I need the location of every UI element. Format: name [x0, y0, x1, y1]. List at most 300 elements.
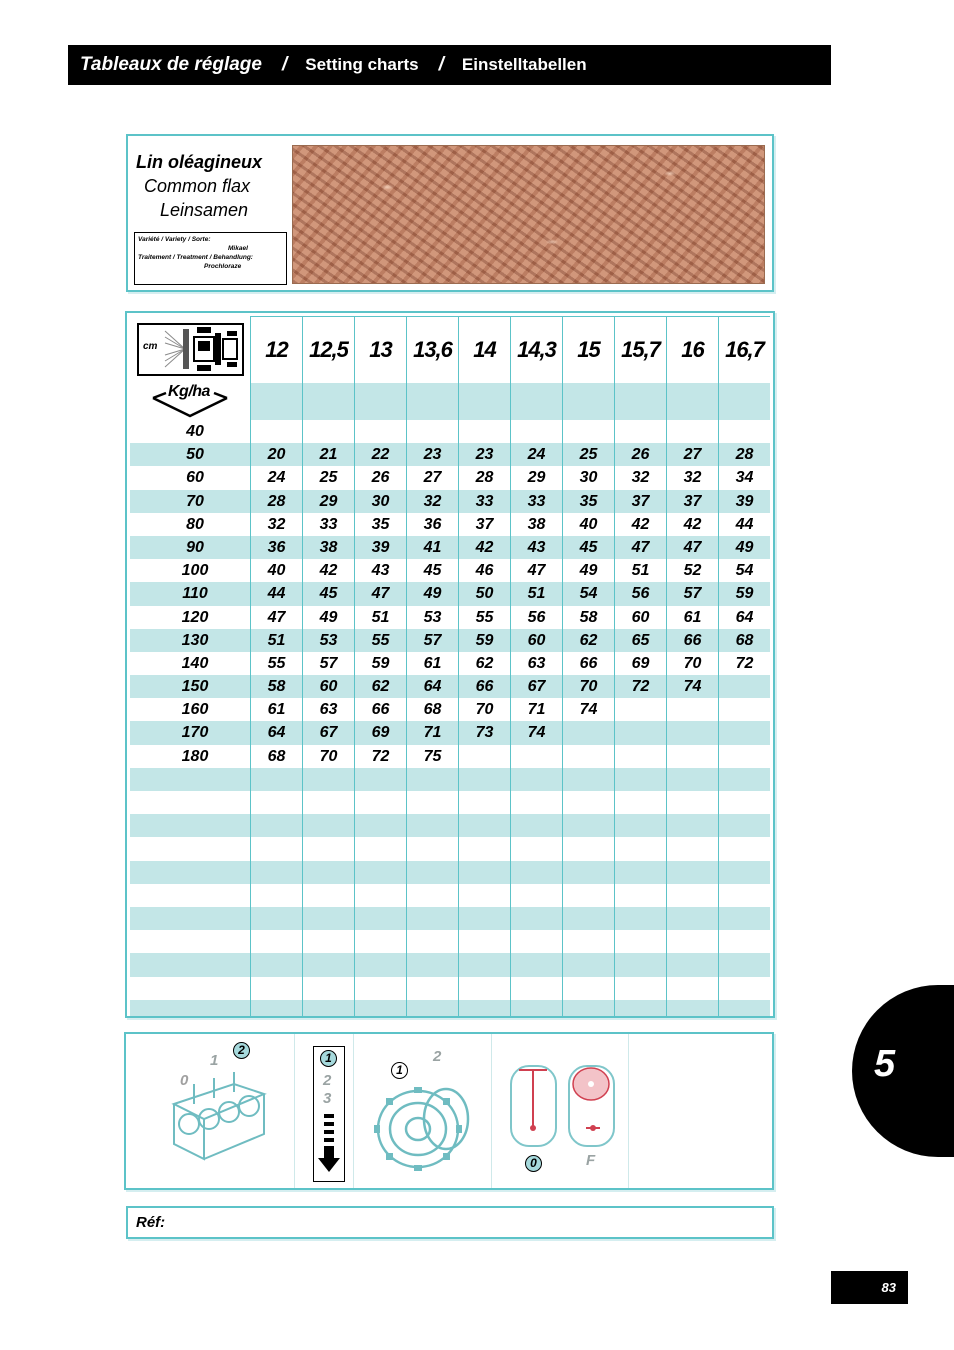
table-cell: 23 — [458, 443, 510, 466]
table-cell — [302, 814, 354, 837]
table-cell — [666, 383, 718, 420]
table-row — [130, 698, 770, 721]
table-cell — [250, 791, 302, 814]
table-cell — [666, 420, 718, 443]
kgha-value: 160 — [181, 701, 209, 719]
table-cell — [354, 768, 406, 791]
table-cell: 64 — [406, 675, 458, 698]
table-cell — [614, 837, 666, 860]
table-cell: 68 — [718, 629, 770, 652]
table-row — [130, 837, 770, 860]
table-cell — [302, 768, 354, 791]
table-cell: 61 — [250, 698, 302, 721]
table-cell — [302, 861, 354, 884]
table-cell: 70 — [562, 675, 614, 698]
table-row — [130, 536, 770, 559]
table-cell — [510, 768, 562, 791]
table-cell — [406, 837, 458, 860]
kgha-value: 170 — [181, 724, 209, 742]
table-cell: 24 — [250, 466, 302, 489]
table-cell — [250, 953, 302, 976]
table-cell — [458, 861, 510, 884]
table-cell: 57 — [302, 652, 354, 675]
table-cell — [302, 791, 354, 814]
table-cell — [458, 884, 510, 907]
table-cell: 22 — [354, 443, 406, 466]
table-cell — [250, 907, 302, 930]
table-cell — [458, 837, 510, 860]
table-cell: 45 — [562, 536, 614, 559]
table-cell — [614, 953, 666, 976]
table-row — [130, 721, 770, 744]
table-cell — [666, 791, 718, 814]
table-cell — [666, 907, 718, 930]
kgha-value — [130, 1000, 250, 1018]
table-cell — [510, 930, 562, 953]
table-cell: 32 — [250, 513, 302, 536]
table-cell: 67 — [510, 675, 562, 698]
table-cell: 33 — [302, 513, 354, 536]
table-cell: 60 — [302, 675, 354, 698]
kgha-value: 50 — [186, 446, 204, 464]
speed-column-header: 13 — [354, 316, 406, 383]
flap-icon — [501, 1056, 621, 1166]
table-cell: 34 — [718, 466, 770, 489]
table-cell: 55 — [458, 606, 510, 629]
table-cell: 62 — [354, 675, 406, 698]
table-row — [130, 559, 770, 582]
table-cell — [250, 768, 302, 791]
speed-column-header: 16 — [666, 316, 718, 383]
table-cell — [666, 977, 718, 1000]
table-cell — [250, 837, 302, 860]
table-cell — [510, 837, 562, 860]
crop-name-en: Common flax — [144, 176, 251, 196]
table-cell: 55 — [250, 652, 302, 675]
kgha-value — [130, 930, 250, 953]
kgha-value: 60 — [186, 469, 204, 487]
variety-value: Mikael — [228, 245, 248, 252]
table-cell: 45 — [302, 582, 354, 605]
table-cell — [354, 977, 406, 1000]
table-cell — [666, 814, 718, 837]
table-cell: 55 — [354, 629, 406, 652]
table-cell: 59 — [718, 582, 770, 605]
table-cell — [510, 814, 562, 837]
table-cell — [354, 420, 406, 443]
table-cell: 23 — [406, 443, 458, 466]
table-cell — [354, 953, 406, 976]
kgha-value: 100 — [181, 562, 209, 580]
kgha-value: 120 — [181, 608, 209, 626]
table-cell — [718, 930, 770, 953]
table-cell: 47 — [510, 559, 562, 582]
table-cell — [666, 953, 718, 976]
table-cell: 56 — [614, 582, 666, 605]
table-cell: 25 — [562, 443, 614, 466]
table-cell — [354, 884, 406, 907]
table-cell: 70 — [458, 698, 510, 721]
table-cell — [302, 383, 354, 420]
wheel-label-2: 2 — [433, 1048, 442, 1065]
table-cell: 42 — [302, 559, 354, 582]
table-cell — [250, 420, 302, 443]
table-cell: 54 — [718, 559, 770, 582]
wheel-label-1: 1 — [391, 1062, 408, 1079]
table-cell — [458, 791, 510, 814]
table-cell — [718, 884, 770, 907]
table-cell: 42 — [666, 513, 718, 536]
kgha-value — [130, 837, 250, 860]
table-cell: 70 — [666, 652, 718, 675]
table-cell: 61 — [406, 652, 458, 675]
table-cell: 28 — [718, 443, 770, 466]
table-cell — [510, 383, 562, 420]
kgha-value — [130, 814, 250, 837]
table-cell — [458, 977, 510, 1000]
table-cell — [250, 814, 302, 837]
table-row — [130, 443, 770, 466]
table-cell: 71 — [510, 698, 562, 721]
table-row — [130, 675, 770, 698]
table-cell: 63 — [510, 652, 562, 675]
table-row — [130, 907, 770, 930]
table-cell: 72 — [718, 652, 770, 675]
table-cell — [406, 953, 458, 976]
table-cell: 40 — [562, 513, 614, 536]
speed-column-header: 15,7 — [614, 316, 666, 383]
table-row — [130, 791, 770, 814]
table-cell — [458, 953, 510, 976]
kgha-value: 140 — [181, 654, 209, 672]
title-de: Einstelltabellen — [461, 55, 587, 74]
table-cell: 62 — [562, 629, 614, 652]
table-cell — [562, 768, 614, 791]
table-cell — [406, 383, 458, 420]
kgha-value: 70 — [186, 492, 204, 510]
table-cell — [406, 420, 458, 443]
settings-table — [125, 311, 775, 1018]
kgha-value — [130, 977, 250, 1000]
table-cell — [718, 721, 770, 744]
table-cell — [718, 977, 770, 1000]
table-cell: 74 — [666, 675, 718, 698]
table-cell — [614, 383, 666, 420]
table-cell: 43 — [354, 559, 406, 582]
table-cell — [406, 1000, 458, 1018]
table-cell: 51 — [510, 582, 562, 605]
table-cell — [406, 930, 458, 953]
table-cell — [718, 953, 770, 976]
kgha-cell — [130, 383, 250, 420]
table-cell — [458, 383, 510, 420]
table-cell — [718, 814, 770, 837]
distributor-label-2: 2 — [233, 1042, 250, 1059]
gearbox-label-3: 3 — [323, 1090, 332, 1107]
speed-unit-label: cm — [143, 341, 158, 352]
table-cell — [718, 383, 770, 420]
table-cell — [562, 930, 614, 953]
table-cell: 47 — [666, 536, 718, 559]
title-en: Setting charts — [305, 55, 419, 74]
table-cell — [302, 884, 354, 907]
table-cell: 69 — [354, 721, 406, 744]
table-cell — [562, 953, 614, 976]
table-cell: 27 — [406, 466, 458, 489]
table-cell: 58 — [562, 606, 614, 629]
table-cell — [614, 1000, 666, 1018]
header-bar — [68, 45, 831, 85]
table-cell — [614, 721, 666, 744]
table-cell: 37 — [458, 513, 510, 536]
treatment-value: Prochloraze — [204, 263, 242, 270]
table-cell — [614, 791, 666, 814]
speed-column-header: 14 — [458, 316, 510, 383]
kgha-value — [130, 907, 250, 930]
distributor-label-1: 1 — [210, 1052, 219, 1069]
page-number: 83 — [831, 1271, 908, 1304]
table-cell — [458, 907, 510, 930]
kgha-value — [130, 884, 250, 907]
table-cell: 57 — [666, 582, 718, 605]
table-cell: 66 — [562, 652, 614, 675]
table-cell: 47 — [250, 606, 302, 629]
table-cell — [718, 675, 770, 698]
speed-column-header: 16,7 — [718, 316, 770, 383]
treatment-label: Traitement / Treatment / Behandlung: — [138, 254, 253, 261]
table-row — [130, 884, 770, 907]
table-row — [130, 582, 770, 605]
table-cell — [406, 861, 458, 884]
table-cell: 66 — [458, 675, 510, 698]
table-cell: 72 — [614, 675, 666, 698]
table-cell — [510, 1000, 562, 1018]
table-cell: 38 — [302, 536, 354, 559]
table-cell: 68 — [250, 745, 302, 768]
kgha-value — [130, 861, 250, 884]
table-cell: 59 — [354, 652, 406, 675]
table-cell — [614, 884, 666, 907]
settings-icons-box — [124, 1032, 774, 1190]
table-cell — [718, 1000, 770, 1018]
table-cell — [250, 1000, 302, 1018]
section-number: 5 — [874, 1043, 896, 1085]
table-cell — [510, 745, 562, 768]
table-cell: 44 — [718, 513, 770, 536]
table-cell: 30 — [562, 466, 614, 489]
table-cell: 36 — [406, 513, 458, 536]
table-cell — [666, 884, 718, 907]
table-cell — [562, 814, 614, 837]
table-cell: 25 — [302, 466, 354, 489]
table-cell: 62 — [458, 652, 510, 675]
table-cell: 51 — [354, 606, 406, 629]
table-cell: 29 — [510, 466, 562, 489]
ref-box — [126, 1206, 774, 1239]
table-cell: 65 — [614, 629, 666, 652]
table-cell — [614, 930, 666, 953]
table-cell: 74 — [562, 698, 614, 721]
table-cell — [406, 791, 458, 814]
table-cell — [510, 861, 562, 884]
table-cell — [354, 907, 406, 930]
table-row — [130, 953, 770, 976]
table-cell — [354, 861, 406, 884]
variety-box — [134, 232, 287, 285]
table-cell — [302, 837, 354, 860]
table-cell — [354, 837, 406, 860]
table-cell: 68 — [406, 698, 458, 721]
table-cell — [666, 768, 718, 791]
table-cell — [510, 907, 562, 930]
table-cell — [250, 930, 302, 953]
table-cell: 20 — [250, 443, 302, 466]
table-cell: 28 — [250, 490, 302, 513]
table-cell — [510, 420, 562, 443]
table-cell: 64 — [250, 721, 302, 744]
table-cell: 59 — [458, 629, 510, 652]
kgha-value — [130, 791, 250, 814]
ref-label: Réf: — [136, 1214, 166, 1231]
table-cell: 70 — [302, 745, 354, 768]
speed-column-header: 14,3 — [510, 316, 562, 383]
speed-column-header: 12,5 — [302, 316, 354, 383]
table-cell: 42 — [614, 513, 666, 536]
kgha-value: 40 — [186, 423, 204, 440]
table-cell: 49 — [562, 559, 614, 582]
table-cell: 47 — [354, 582, 406, 605]
table-cell: 35 — [562, 490, 614, 513]
table-cell — [562, 383, 614, 420]
table-cell — [250, 977, 302, 1000]
table-cell — [458, 1000, 510, 1018]
kgha-value: 130 — [181, 631, 209, 649]
table-row — [130, 745, 770, 768]
seed-photo — [292, 145, 765, 284]
table-cell: 52 — [666, 559, 718, 582]
table-cell: 39 — [718, 490, 770, 513]
table-cell — [718, 698, 770, 721]
table-cell — [562, 837, 614, 860]
table-cell — [666, 1000, 718, 1018]
table-cell — [458, 768, 510, 791]
table-cell — [614, 745, 666, 768]
table-cell — [562, 907, 614, 930]
down-arrow-icon — [318, 1114, 340, 1176]
table-cell: 64 — [718, 606, 770, 629]
table-cell — [614, 814, 666, 837]
kgha-value — [130, 768, 250, 791]
table-cell: 53 — [406, 606, 458, 629]
table-cell — [302, 907, 354, 930]
table-cell: 75 — [406, 745, 458, 768]
kgha-label: Kg/ha — [168, 383, 210, 400]
table-cell: 49 — [302, 606, 354, 629]
gearbox-label-1: 1 — [320, 1050, 337, 1067]
kgha-header-row — [130, 383, 770, 420]
table-row — [130, 768, 770, 791]
speed-header-row — [130, 316, 770, 383]
table-cell — [666, 930, 718, 953]
table-cell — [666, 721, 718, 744]
table-cell — [302, 930, 354, 953]
table-cell — [718, 791, 770, 814]
table-cell — [562, 1000, 614, 1018]
table-cell: 24 — [510, 443, 562, 466]
speed-column-header: 12 — [250, 316, 302, 383]
table-cell: 26 — [614, 443, 666, 466]
table-cell: 69 — [614, 652, 666, 675]
table-cell — [718, 745, 770, 768]
table-cell: 71 — [406, 721, 458, 744]
kgha-value: 110 — [182, 585, 208, 603]
table-cell: 66 — [666, 629, 718, 652]
table-cell: 42 — [458, 536, 510, 559]
table-cell — [666, 861, 718, 884]
table-cell — [458, 814, 510, 837]
table-cell — [562, 791, 614, 814]
table-cell: 61 — [666, 606, 718, 629]
table-cell — [510, 884, 562, 907]
title-separator: / — [438, 54, 444, 75]
table-row — [130, 606, 770, 629]
table-cell: 38 — [510, 513, 562, 536]
table-cell: 67 — [302, 721, 354, 744]
table-cell: 60 — [614, 606, 666, 629]
table-cell — [614, 698, 666, 721]
speed-column-header: 15 — [562, 316, 614, 383]
table-cell: 63 — [302, 698, 354, 721]
table-cell — [250, 884, 302, 907]
table-cell: 50 — [458, 582, 510, 605]
table-cell — [458, 420, 510, 443]
table-cell — [718, 907, 770, 930]
table-cell: 28 — [458, 466, 510, 489]
table-row — [130, 977, 770, 1000]
table-cell — [614, 420, 666, 443]
table-cell: 33 — [458, 490, 510, 513]
table-cell: 30 — [354, 490, 406, 513]
gear-wheel-icon — [368, 1074, 478, 1174]
table-row — [130, 652, 770, 675]
table-cell: 57 — [406, 629, 458, 652]
table-cell: 49 — [406, 582, 458, 605]
table-cell — [406, 768, 458, 791]
tractor-speed-icon — [137, 323, 244, 376]
table-cell — [718, 420, 770, 443]
table-cell — [302, 420, 354, 443]
table-cell — [406, 884, 458, 907]
title-separator: / — [281, 54, 288, 75]
table-cell — [510, 791, 562, 814]
table-cell — [562, 721, 614, 744]
table-row — [130, 420, 770, 443]
table-cell — [458, 745, 510, 768]
crop-box — [126, 134, 774, 292]
table-cell — [718, 861, 770, 884]
table-cell: 74 — [510, 721, 562, 744]
table-cell — [250, 383, 302, 420]
table-cell — [354, 383, 406, 420]
kgha-value: 80 — [186, 515, 204, 533]
kgha-value: 150 — [181, 678, 209, 696]
table-cell — [354, 791, 406, 814]
table-row — [130, 466, 770, 489]
table-cell: 27 — [666, 443, 718, 466]
table-cell — [718, 837, 770, 860]
table-cell — [614, 977, 666, 1000]
table-cell — [354, 814, 406, 837]
